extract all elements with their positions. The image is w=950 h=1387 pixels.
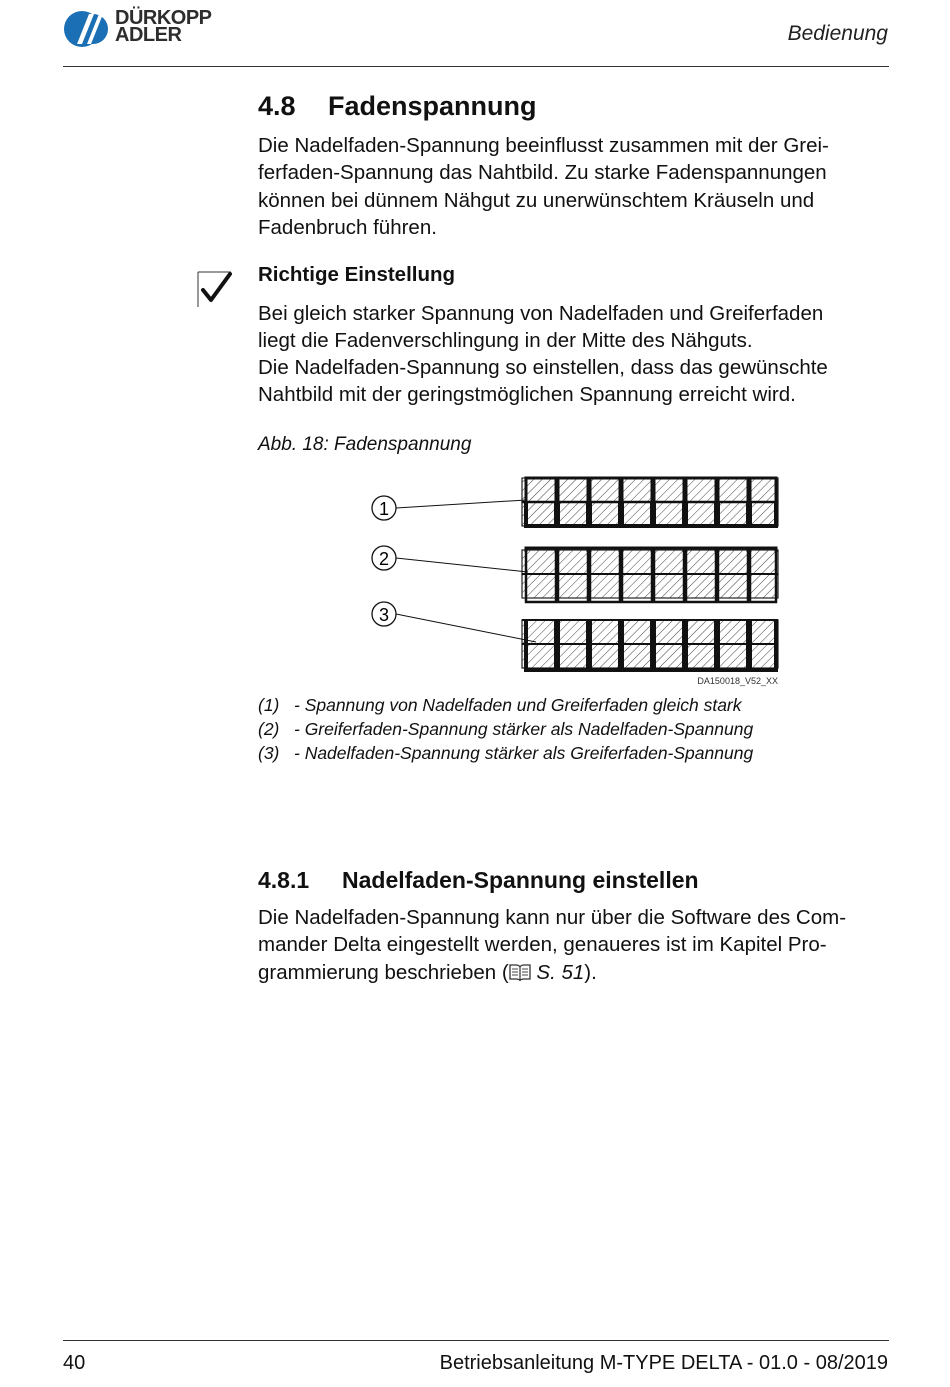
legend-item — [258, 693, 753, 717]
legend-text: - Nadelfaden-Spannung stärker als Greiferfaden-Spannung — [294, 743, 754, 763]
logo-line1: DÜRKOPP — [115, 7, 212, 29]
callout-leader-2 — [396, 558, 528, 572]
note-line: Nahtbild mit der geringstmöglichen Spannung erreicht wird. — [258, 383, 796, 407]
callout-label-2: 2 — [378, 549, 390, 569]
stitch-row-1 — [522, 478, 778, 526]
note-line: Die Nadelfaden-Spannung so einstellen, dass das gewünschte — [258, 356, 828, 379]
note-text-1 — [258, 300, 893, 355]
subsection-line: mander Delta eingestellt werden, genaueres ist im Kapitel Pro- — [258, 933, 827, 957]
figure-legend — [258, 693, 753, 765]
legend-text: - Spannung von Nadelfaden und Greiferfaden gleich stark — [294, 695, 742, 715]
page-reference-link[interactable]: S. 51 — [536, 960, 585, 984]
figure-caption: Abb. 18: Fadenspannung — [258, 434, 472, 455]
legend-item — [258, 717, 753, 741]
note-line: liegt die Fadenverschlingung in der Mitte des Nähguts. — [258, 329, 753, 353]
check-icon — [197, 268, 235, 308]
section-title: Fadenspannung — [328, 91, 537, 121]
header-divider — [63, 66, 889, 67]
subsection-number: 4.8.1 — [258, 867, 310, 893]
stitch-row-3 — [522, 620, 778, 670]
logo-mark-icon — [63, 10, 111, 48]
note-text-2 — [258, 354, 893, 409]
logo-line2: ADLER — [115, 24, 182, 46]
subsection-paragraph — [258, 904, 893, 986]
callout-label-1: 1 — [378, 499, 390, 519]
stitch-row-2 — [522, 548, 778, 602]
book-icon — [509, 963, 531, 981]
legend-number: (1) — [258, 695, 280, 715]
header-section-title: Bedienung — [787, 22, 888, 45]
legend-item — [258, 741, 753, 765]
callout-label-3: 3 — [378, 605, 390, 625]
callout-leader-3 — [396, 614, 536, 642]
subsection-line-end: ). — [584, 960, 597, 984]
intro-line: Die Nadelfaden-Spannung beeinflusst zusammen mit der Grei- — [258, 134, 829, 157]
document-title: Betriebsanleitung M-TYPE DELTA - 01.0 - 08/2019 — [439, 1352, 888, 1374]
intro-line: Fadenbruch führen. — [258, 215, 437, 239]
stitch-diagram — [360, 466, 780, 688]
legend-number: (2) — [258, 719, 280, 739]
section-heading — [258, 91, 537, 122]
note-line: Bei gleich starker Spannung von Nadelfaden und Greiferfaden — [258, 302, 824, 325]
stitch-figure — [360, 466, 780, 688]
figure-code: DA150018_V52_XX — [697, 676, 778, 686]
note-title: Richtige Einstellung — [258, 263, 456, 286]
legend-text: - Greiferfaden-Spannung stärker als Nadelfaden-Spannung — [294, 719, 754, 739]
intro-paragraph — [258, 132, 893, 241]
page-number: 40 — [63, 1352, 86, 1374]
legend-number: (3) — [258, 743, 280, 763]
section-number: 4.8 — [258, 91, 296, 121]
footer-divider — [63, 1340, 889, 1341]
brand-logo — [63, 8, 233, 50]
intro-line: können bei dünnem Nähgut zu unerwünschtem Kräuseln und — [258, 188, 815, 212]
subsection-title: Nadelfaden-Spannung einstellen — [342, 867, 699, 893]
logo-wordmark — [115, 7, 212, 46]
intro-line: ferfaden-Spannung das Nahtbild. Zu starke Fadenspannungen — [258, 161, 827, 185]
subsection-heading — [258, 867, 699, 894]
subsection-line: grammierung beschrieben ( — [258, 960, 509, 984]
callout-leader-1 — [396, 500, 526, 508]
subsection-line: Die Nadelfaden-Spannung kann nur über die Software des Com- — [258, 906, 847, 929]
